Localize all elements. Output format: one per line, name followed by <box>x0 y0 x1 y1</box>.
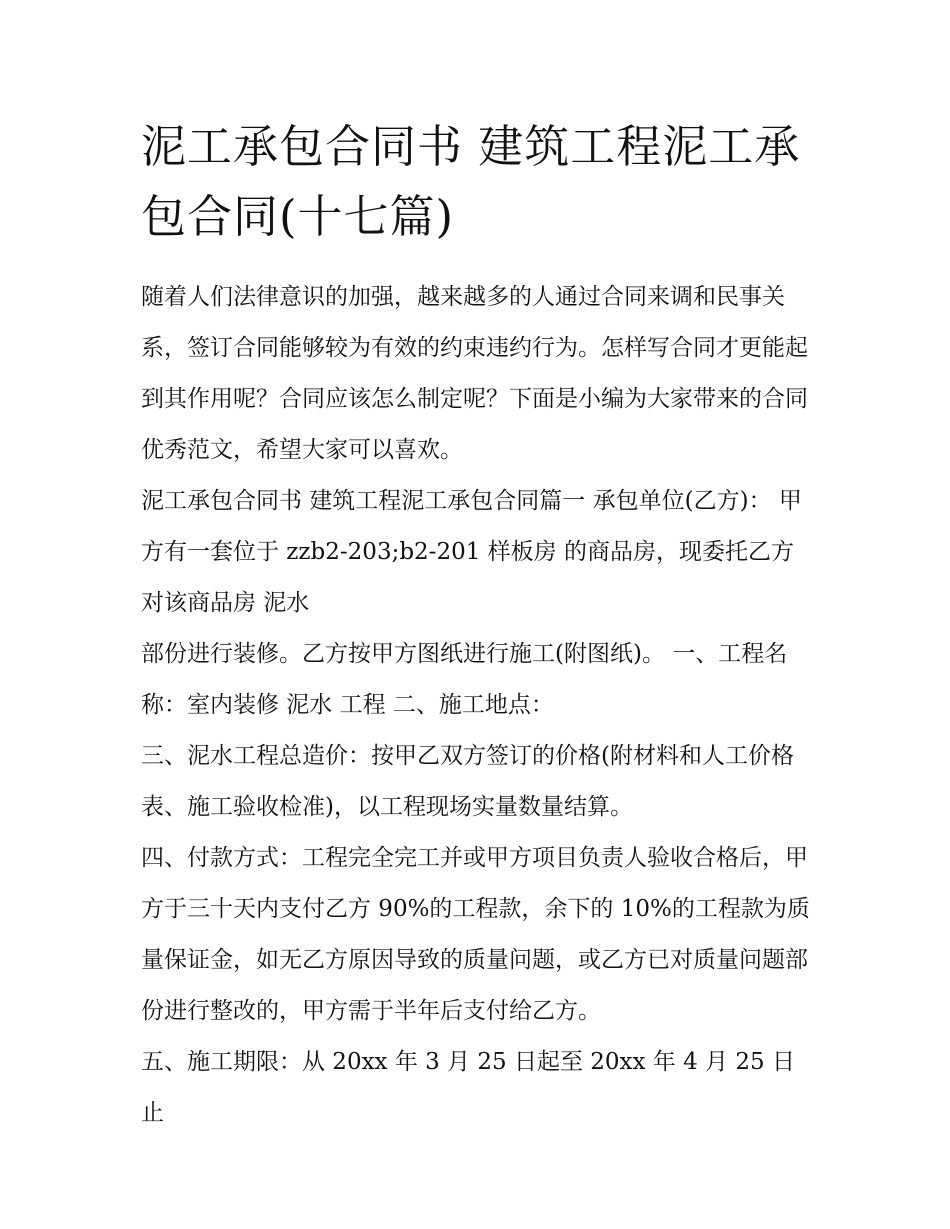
intro-paragraph: 随着人们法律意识的加强，越来越多的人通过合同来调和民事关系，签订合同能够较为有效的约束违约行为。怎样写合同才更能起到其作用呢？合同应该怎么制定呢？下面是小编为大家带来的合同优秀范文，希望大家可以喜欢。 <box>141 284 808 463</box>
document-body <box>141 272 816 1139</box>
payment-method-paragraph: 四、付款方式：工程完全完工并或甲方项目负责人验收合格后，甲方于三十天内支付乙方 90%的工程款，余下的 10%的工程款为质量保证金，如无乙方原因导致的质量问题，或乙方已对质量问题部份进行整改的，甲方需于半年后支付给乙方。 <box>141 845 810 1024</box>
contract-heading-paragraph: 泥工承包合同书 建筑工程泥工承包合同篇一 承包单位(乙方)： 甲方有一套位于 zzb2-203;b2-201 样板房 的商品房，现委托乙方对该商品房 泥水 <box>141 488 802 616</box>
project-name-paragraph: 部份进行装修。乙方按甲方图纸进行施工(附图纸)。 一、工程名称：室内装修 泥水 工程 二、施工地点： <box>141 641 788 718</box>
document-title: 泥工承包合同书 建筑工程泥工承包合同(十七篇) <box>141 120 801 243</box>
total-cost-paragraph: 三、泥水工程总造价：按甲乙双方签订的价格(附材料和人工价格表、施工验收检准)，以工程现场实量数量结算。 <box>141 743 794 820</box>
document-content <box>141 112 816 1139</box>
construction-period-paragraph: 五、施工期限：从 20xx 年 3 月 25 日起至 20xx 年 4 月 25 日止 <box>141 1049 795 1126</box>
